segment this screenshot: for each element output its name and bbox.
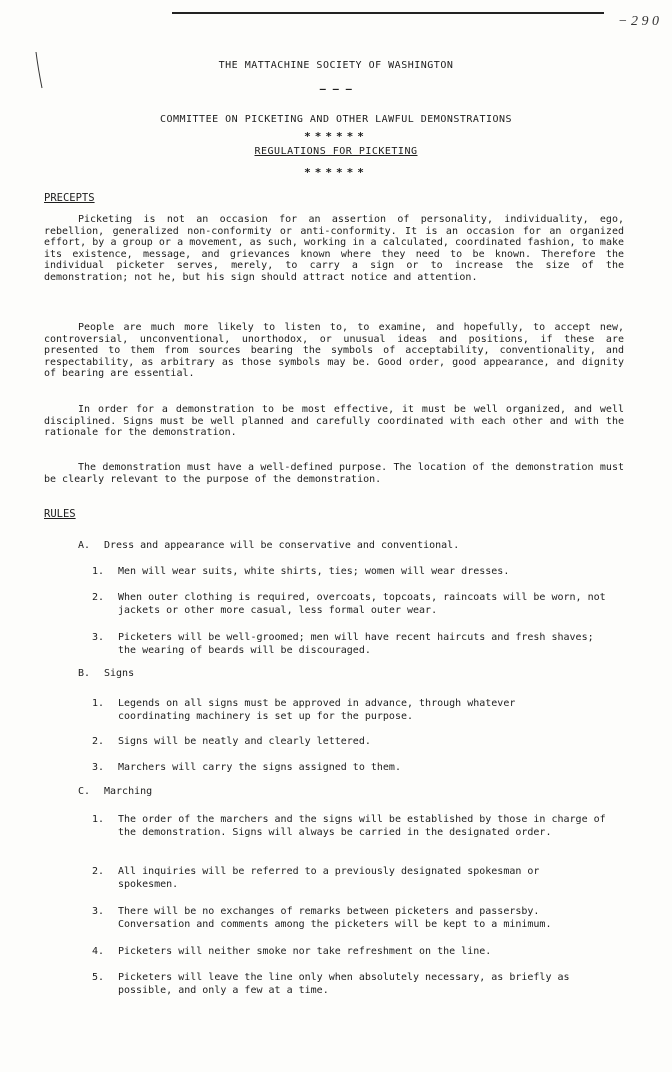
document-page: − 2 9 0 THE MATTACHINE SOCIETY OF WASHINGTON — — — COMMITTEE ON PICKETING AND OTHER LAWFUL DEMONSTRATIONS ****** REGULATIONS FOR PICKETING ****** PRECEPTS Picketing is not an occasion for an assertion of personality, individuality, ego, rebellion, generalized non-conformity or anti-conformity. It is an occasion for an organized effort, by a group or a movement, as such, working in a calculated, coordinated fashion, to make its existence, message, and grievances known where they need to be known. Therefore the individual picketer serves, merely, to carry a sign or to increase the size of the demonstration; not he, but his sign should attract notice and attention. People are much more likely to listen to, to examine, and hopefully, to accept new, controversial, unconventional, unorthodox, or unusual ideas and positions, if these are presented to them from sources bearing the symbols of acceptability, conventionality, and respectability, as arbitrary as those symbols may be. Good order, good appearance, and dignity of bearing are essential. In order for a demonstration to be most effective, it must be well organized, and well disciplined. Signs must be well planned and carefully coordinated with each other and with the rationale for the demonstration. The demonstration must have a well-defined purpose. The location of the demonstration must be clearly relevant to the purpose of the demonstration. RULES A. Dress and appearance will be conservative and conventional. 1. Men will wear suits, white shirts, ties; women will wear dresses. 2. When outer clothing is required, overcoats, topcoats, raincoats will be worn, not jackets or other more casual, less formal outer wear. 3. Picketers will be well-groomed; men will have recent haircuts and fresh shaves; the wearing of beards will be discouraged. B. Signs 1. Legends on all signs must be approved in advance, through whatever coordinating machinery is set up for the purpose. 2. Signs will be neatly and clearly lettered. 3. Marchers will carry the signs assigned to them. C. Marching 1. The order of the marchers and the signs will be established by those in charge of the demonstration. Signs will always be carried in the designated order. 2. All inquiries will be referred to a previously designated spokesman or spokesmen. 3. There will be no exchanges of remarks between picketers and passersby. Conversation and comments among the picketers will be kept to a minimum. 4. Picketers will neither smoke nor take refreshment on the line. 5. Picketers will leave the line only when absolutely necessary, as briefly as possible, and only a few at a time. [0,0,672,1072]
stars-divider-1: ****** [304,130,368,143]
section-a-title: Dress and appearance will be conservative and conventional. [104,540,460,551]
section-b-title: Signs [104,668,135,679]
page-number-mark: − 2 9 0 [618,14,659,29]
precepts-heading: PRECEPTS [44,192,95,204]
rules-heading: RULES [44,508,76,520]
committee-title: COMMITTEE ON PICKETING AND OTHER LAWFUL DEMONSTRATIONS [159,114,513,125]
section-a-letter: A. [78,540,91,551]
regulations-title: REGULATIONS FOR PICKETING [254,146,418,157]
precepts-paragraph-1: Picketing is not an occasion for an assertion of personality, individuality, ego, rebellion, generalized non-conformity or anti-conformity. It is an occasion for an organized effort, by a group or a movement, as such, working in a calculated, coordinated fashion, to make its existence, message, and grievances known where they need to be known. Therefore the individual picketer serves, merely, to carry a sign or to increase the size of the demonstration; not he, but his sign should attract notice and attention. [44,214,624,283]
section-c-letter: C. [78,786,91,797]
section-b-letter: B. [78,668,91,679]
stars-divider-2: ****** [304,166,368,179]
precepts-paragraph-4: The demonstration must have a well-defined purpose. The location of the demonstration must be clearly relevant to the purpose of the demonstration. [44,462,624,485]
society-title: THE MATTACHINE SOCIETY OF WASHINGTON [218,60,454,71]
top-rule-line [172,12,604,14]
section-c-title: Marching [104,786,153,797]
precepts-paragraph-2: People are much more likely to listen to, to examine, and hopefully, to accept new, controversial, unconventional, unorthodox, or unusual ideas and positions, if these are presented to them from sources bearing the symbols of acceptability, conventionality, and respectability, as arbitrary as those symbols may be. Good order, good appearance, and dignity of bearing are essential. [44,322,624,379]
precepts-paragraph-3: In order for a demonstration to be most effective, it must be well organized, and well disciplined. Signs must be well planned and carefully coordinated with each other and with the rationale for the demonstration. [44,404,624,438]
header-dashes: — — — [319,84,353,95]
